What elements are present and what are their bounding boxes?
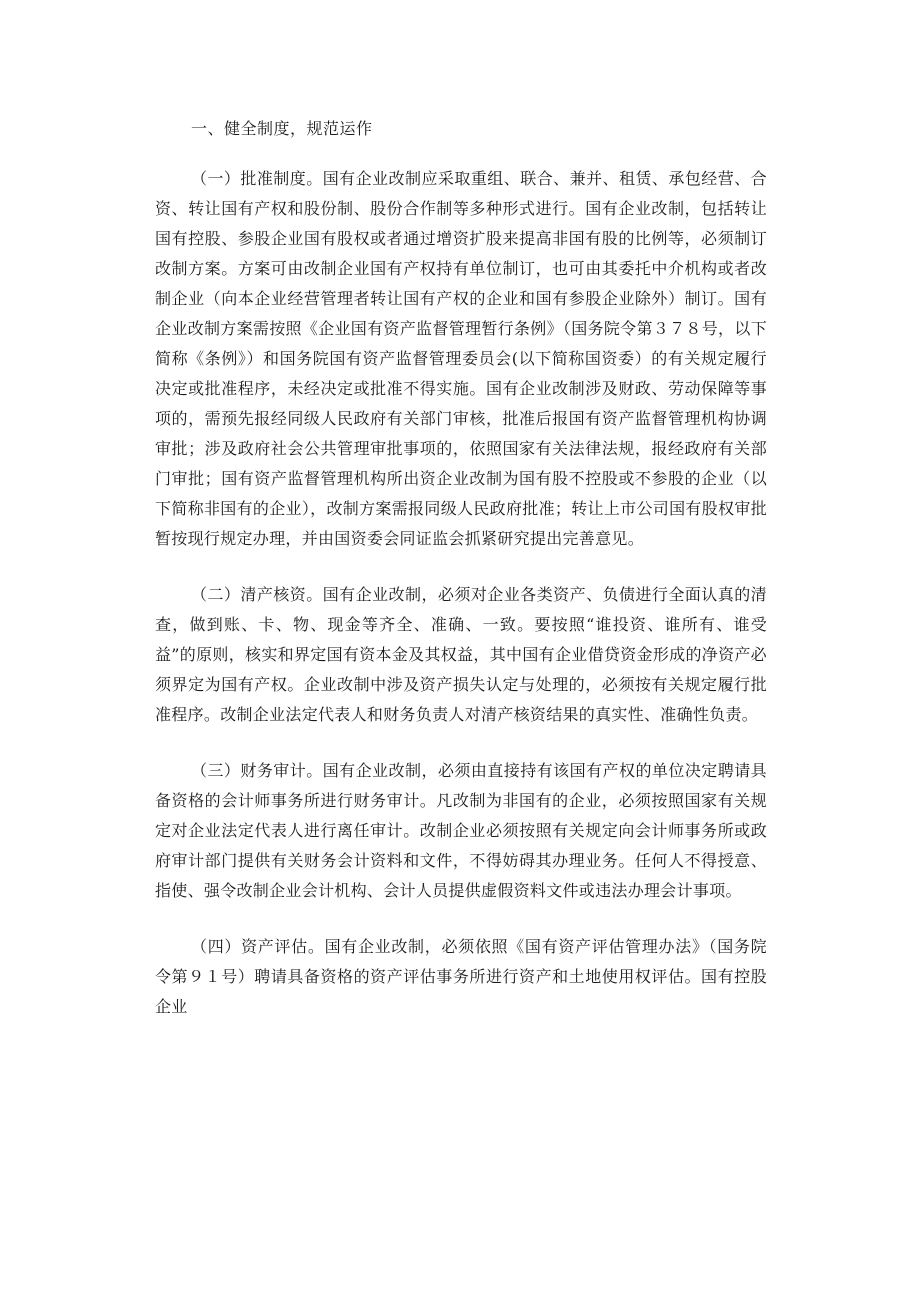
paragraph-approval-system: （一）批准制度。国有企业改制应采取重组、联合、兼并、租赁、承包经营、合资、转让国有产权和股份制、股份合作制等多种形式进行。国有企业改制，包括转让国有控股、参股企业国有股权或者通过增资扩股来提高非国有股的比例等，必须制订改制方案。方案可由改制企业国有产权持有单位制订，也可由其委托中介机构或者改制企业（向本企业经营管理者转让国有产权的企业和国有参股企业除外）制订。国有企业改制方案需按照《企业国有资产监督管理暂行条例》（国务院令第３７８号，以下简称《条例》）和国务院国有资产监督管理委员会(以下简称国资委）的有关规定履行决定或批准程序，未经决定或批准不得实施。国有企业改制涉及财政、劳动保障等事项的，需预先报经同级人民政府有关部门审核，批准后报国有资产监督管理机构协调审批；涉及政府社会公共管理审批事项的，依照国家有关法律法规，报经政府有关部门审批；国有资产监督管理机构所出资企业改制为国有股不控股或不参股的企业（以下简称非国有的企业），改制方案需报同级人民政府批准；转让上市公司国有股权审批暂按现行规定办理，并由国资委会同证监会抓紧研究提出完善意见。 (155, 169, 767, 548)
paragraph-asset-verification: （二）清产核资。国有企业改制，必须对企业各类资产、负债进行全面认真的清查，做到账、卡、物、现金等齐全、准确、一致。要按照“谁投资、谁所有、谁受益”的原则，核实和界定国有资本金及其权益，其中国有企业借贷资金形成的净资产必须界定为国有产权。企业改制中涉及资产损失认定与处理的，必须按有关规定履行批准程序。改制企业法定代表人和财务负责人对清产核资结果的真实性、准确性负责。 (155, 585, 767, 724)
section-heading: 一、健全制度，规范运作 (191, 119, 373, 138)
document-page (155, 114, 767, 1048)
paragraph-asset-appraisal: （四）资产评估。国有企业改制，必须依照《国有资产评估管理办法》（国务院令第９１号）聘请具备资格的资产评估事务所进行资产和土地使用权评估。国有控股企业 (155, 937, 767, 1016)
paragraph-financial-audit: （三）财务审计。国有企业改制，必须由直接持有该国有产权的单位决定聘请具备资格的会计师事务所进行财务审计。凡改制为非国有的企业，必须按照国家有关规定对企业法定代表人进行离任审计。改制企业必须按照有关规定向会计师事务所或政府审计部门提供有关财务会计资料和文件，不得妨碍其办理业务。任何人不得授意、指使、强令改制企业会计机构、会计人员提供虚假资料文件或违法办理会计事项。 (155, 761, 767, 900)
